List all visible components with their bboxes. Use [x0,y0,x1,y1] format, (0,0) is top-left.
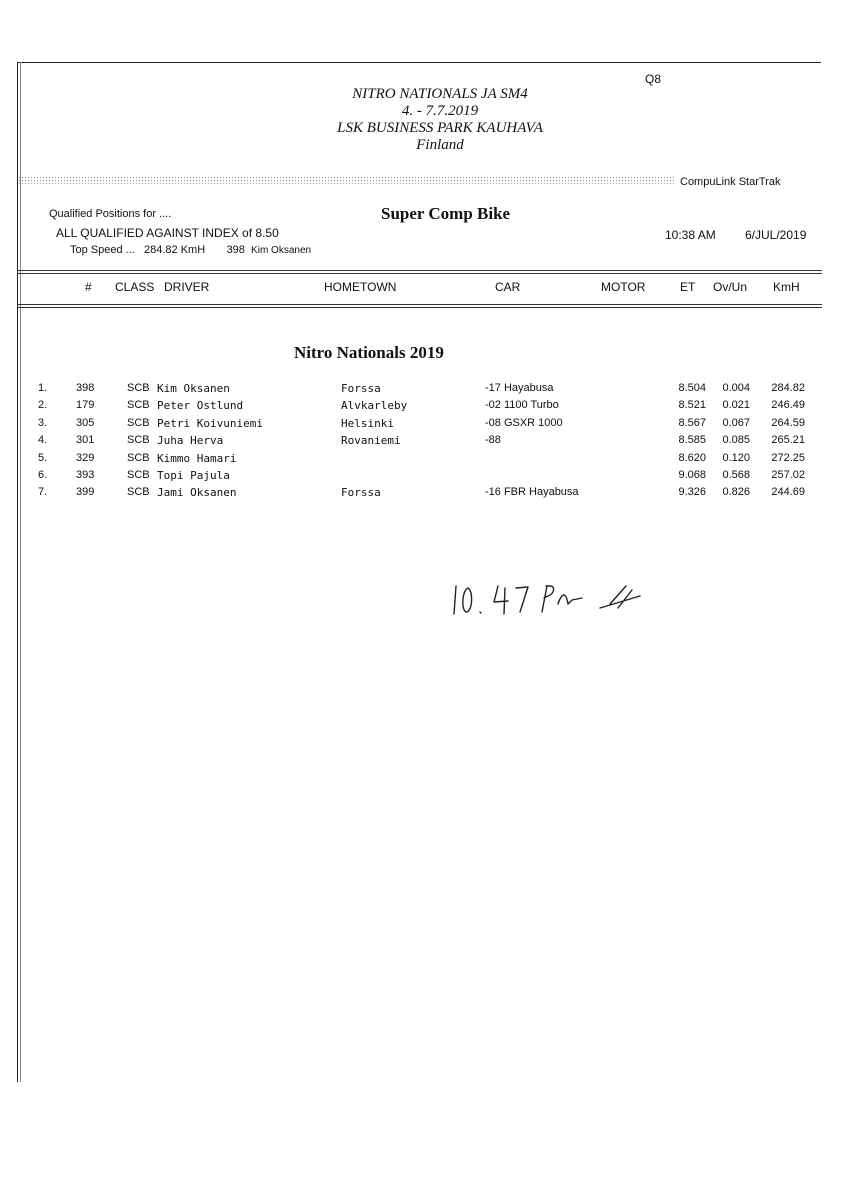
row-et: 8.521 [678,399,706,412]
row-car-number: 393 [76,469,95,481]
row-car-number: 399 [76,486,95,499]
col-class: CLASS [115,280,155,294]
report-time: 10:38 AM [665,228,716,242]
header-rule-top [18,270,822,271]
row-class: SCB [127,451,150,464]
row-driver: Kimmo Hamari [157,451,237,465]
row-car-number: 301 [76,434,95,447]
row-position: 3. [38,416,48,429]
event-venue: LSK BUSINESS PARK KAUHAVA [337,120,543,136]
top-speed-label: Top Speed ... [70,244,135,256]
row-hometown: Helsinki [341,416,394,430]
header-rule-bottom [18,304,822,305]
row-et: 9.068 [678,469,706,481]
row-et: 8.504 [678,382,706,394]
row-class: SCB [127,469,150,481]
frame-left-border [17,62,18,1082]
row-class: SCB [127,434,150,447]
row-driver: Kim Oksanen [157,382,230,395]
row-driver: Petri Koivuniemi [157,416,263,430]
col-car: CAR [495,280,521,294]
row-driver: Juha Herva [157,434,224,448]
row-car: -02 1100 Turbo [485,399,559,412]
row-kmh: 284.82 [771,382,805,394]
event-title: NITRO NATIONALS JA SM4 [352,86,528,102]
row-driver: Topi Pajula [157,469,230,482]
row-et: 8.620 [678,451,706,464]
index-line: ALL QUALIFIED AGAINST INDEX of 8.50 [56,226,279,240]
row-ovun: 0.021 [722,399,750,412]
col-et: ET [680,280,696,294]
frame-left-border-inner [20,62,21,1082]
top-speed-line [70,244,311,256]
event-header [230,86,650,154]
row-driver: Peter Ostlund [157,399,244,413]
col-motor: MOTOR [601,280,646,294]
table-row [0,434,848,450]
col-num: # [85,280,92,294]
event-country: Finland [416,137,464,153]
row-car-number: 398 [76,382,95,394]
row-position: 6. [38,469,48,481]
row-car: -08 GSXR 1000 [485,416,563,429]
row-kmh: 265.21 [771,434,805,447]
row-class: SCB [127,416,150,429]
row-hometown: Forssa [341,486,381,500]
report-date: 6/JUL/2019 [745,228,807,242]
row-position: 1. [38,382,48,394]
handwritten-note [450,578,660,618]
row-ovun: 0.120 [722,451,750,464]
table-row [0,417,848,433]
row-position: 4. [38,434,48,447]
row-driver: Jami Oksanen [157,486,237,500]
system-label: CompuLink StarTrak [680,176,781,188]
row-car-number: 305 [76,416,95,429]
row-car-number: 329 [76,451,95,464]
row-ovun: 0.826 [722,486,750,499]
col-driver: DRIVER [164,280,210,294]
row-class: SCB [127,399,150,412]
table-row [0,452,848,468]
row-et: 8.567 [678,416,706,429]
col-ovun: Ov/Un [713,280,748,294]
table-row [0,399,848,415]
row-ovun: 0.067 [722,416,750,429]
top-speed-number: 398 [226,244,245,256]
page-code: Q8 [645,72,662,86]
table-row [0,469,848,485]
top-speed-value: 284.82 KmH [144,244,206,256]
event-dates: 4. - 7.7.2019 [401,103,479,119]
row-kmh: 257.02 [771,469,805,481]
header-rule-bottom-2 [18,307,822,308]
col-kmh: KmH [773,280,800,294]
table-row [0,382,848,398]
row-kmh: 246.49 [771,399,805,412]
row-position: 7. [38,486,48,499]
qualified-label: Qualified Positions for .... [49,208,172,220]
header-rule-top-2 [18,273,822,274]
row-position: 2. [38,399,48,412]
row-ovun: 0.004 [722,382,750,394]
row-ovun: 0.085 [722,434,750,447]
row-kmh: 272.25 [771,451,805,464]
row-car: -16 FBR Hayabusa [485,486,579,499]
section-title: Nitro Nationals 2019 [294,343,444,362]
row-car: -88 [485,434,501,447]
row-kmh: 244.69 [771,486,805,499]
dotted-band [18,176,674,186]
table-row [0,486,848,502]
row-car: -17 Hayabusa [485,382,554,394]
frame-top-border [17,62,821,63]
row-hometown: Forssa [341,382,381,395]
class-title: Super Comp Bike [381,204,511,223]
row-ovun: 0.568 [722,469,750,481]
row-position: 5. [38,451,48,464]
row-et: 9.326 [678,486,706,499]
col-hometown: HOMETOWN [324,280,397,294]
top-speed-driver: Kim Oksanen [251,245,312,256]
row-hometown: Alvkarleby [341,399,408,413]
row-kmh: 264.59 [771,416,805,429]
row-car-number: 179 [76,399,95,412]
row-et: 8.585 [678,434,706,447]
row-class: SCB [127,382,150,394]
row-hometown: Rovaniemi [341,434,401,448]
row-class: SCB [127,486,150,499]
